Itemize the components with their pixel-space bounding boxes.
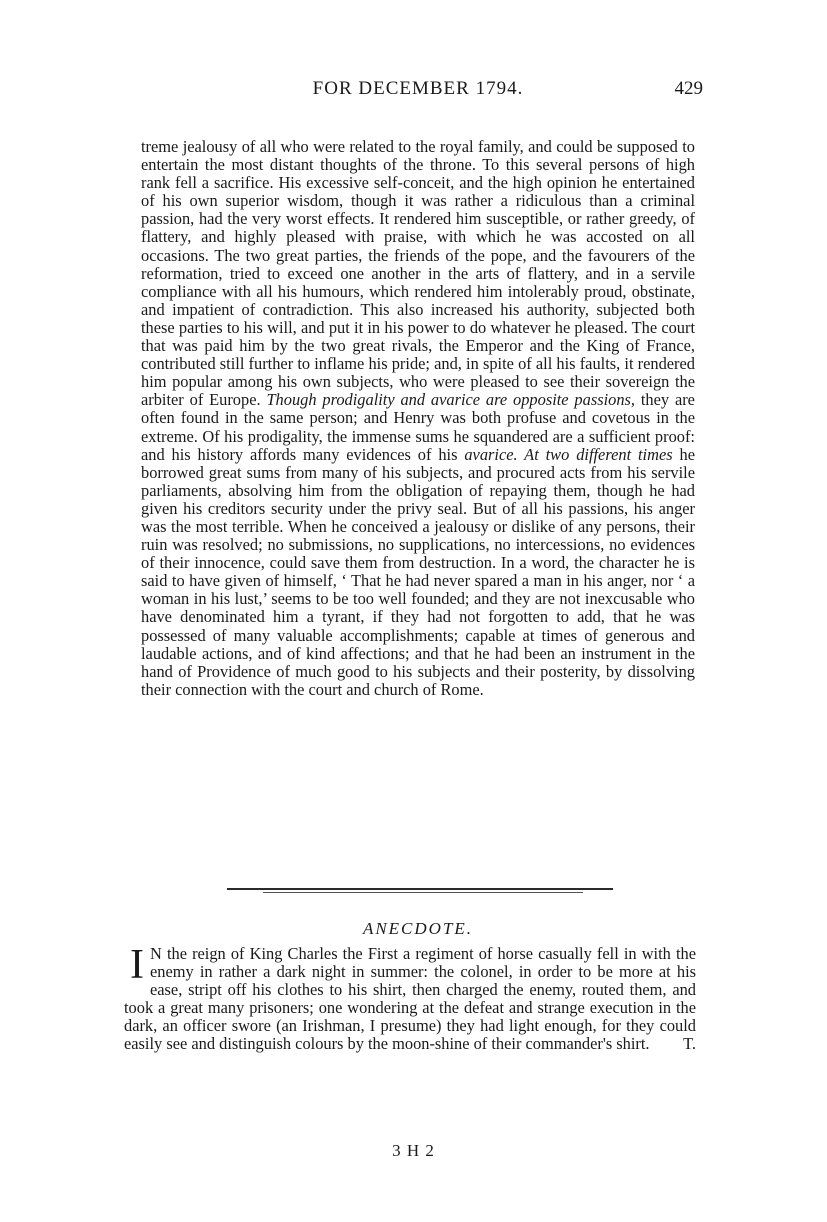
text-segment: they are often found in the same person; and Henry was both profuse and covetous in the extreme. Of his prodigality, the immense sums he squandered are a sufficient proof: and his history affords many evidences of his xyxy=(141,390,695,464)
section-divider xyxy=(227,888,613,890)
drop-cap: I xyxy=(130,942,144,988)
text-segment: treme jealousy of all who were related to the royal family, and could be supposed to entertain the most distant thoughts of the throne. To this several persons of high rank fell a sacrifice. His excessive self-conceit, and the high opinion he entertained of his own superior wisdom, though it was rather a ridiculous than a criminal passion, had the very worst effects. It rendered him susceptible, or rather greedy, of flattery, and highly pleased with praise, with which he was accosted on all occasions. The two great parties, the friends of the pope, and the favourers of the reformation, tried to exceed one another in the arts of flattery, and in a servile compliance with all his humours, which rendered him intolerably proud, obstinate, and impatient of contradiction. This also increased his authority, subjected both these parties to his will, and put it in his power to do whatever he pleased. The court that was paid him by the two great rivals, the Emperor and the King of France, contributed still further to inflame his pride; and, in spite of all his faults, it rendered him popular among his own subjects, who were pleased to see their sovereign the arbiter of Europe. xyxy=(141,137,695,410)
signature-mark: 3 H 2 xyxy=(392,1141,435,1160)
running-head xyxy=(133,78,703,108)
anecdote-paragraph xyxy=(124,942,696,1053)
running-title: FOR DECEMBER 1794. xyxy=(312,78,524,99)
page-number: 429 xyxy=(674,78,703,99)
italic-phrase: avarice. At two different times xyxy=(464,444,673,464)
anecdote-title: ANECDOTE. xyxy=(362,919,474,938)
anecdote-signature: T. xyxy=(683,1033,696,1053)
main-paragraph xyxy=(141,138,695,699)
text-segment: he borrowed great sums from many of his subjects, and procured acts from his servile parliaments, absolving him from the obligation of repaying them, though he had given his creditors security under the privy seal. But of all his passions, his anger was the most terrible. When he conceived a jealousy or dislike of any persons, their ruin was resolved; no submissions, no supplications, no intercessions, no evidences of their innocence, could save them from destruction. In a word, the character he is said to have given of himself, ‘ That he had never spared a man in his anger, nor ‘ a woman in his lust,’ seems to be too well founded; and they are not inexcusable who have denominated him a tyrant, if they had not forgotten to add, that he was possessed of many valuable accomplishments; capable at times of generous and laudable actions, and of kind affections; and that he had been an instrument in the hand of Providence of much good to his subjects and their posterity, by dissolving their connection with the court and church of Rome. xyxy=(141,444,695,699)
main-text xyxy=(141,138,695,699)
section-divider-underline xyxy=(263,892,583,893)
anecdote-body: N the reign of King Charles the First a regiment of horse casually fell in with the enemy in rather a dark night in summer: the colonel, in order to be more at his ease, stript off his clothes to his shirt, then charged the enemy, routed them, and took a great many prisoners; one wondering at the defeat and strange execution in the dark, an officer swore (an Irishman, I presume) they had light enough, for they could easily see and distinguish colours by the moon-shine of their commander's shirt. xyxy=(124,944,696,1053)
anecdote-text xyxy=(124,942,696,1053)
italic-phrase: Though prodigality and avarice are opposite passions, xyxy=(266,390,636,410)
